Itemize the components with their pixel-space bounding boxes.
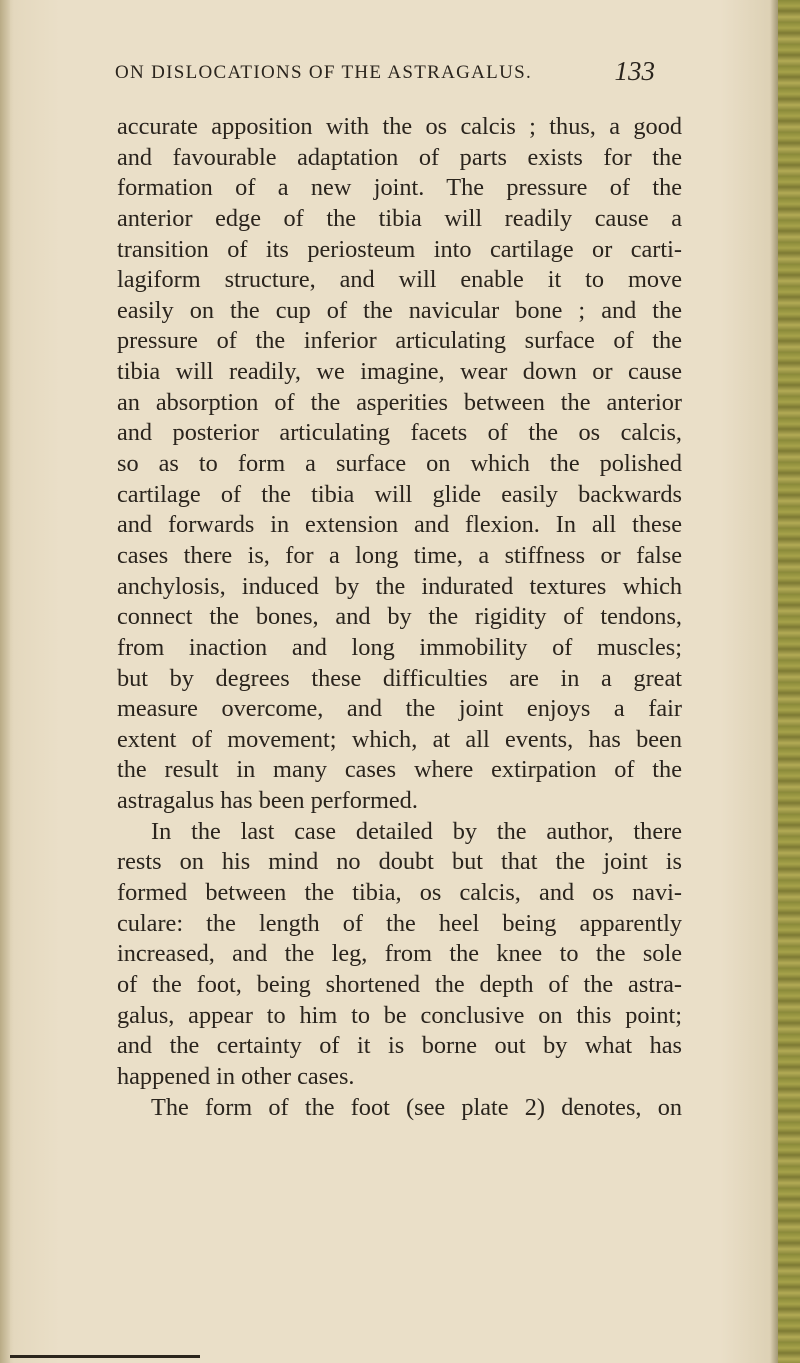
binding-edge-strip: [778, 0, 800, 1363]
text-line: accurate apposition with the os calcis ; thus, a good: [117, 113, 682, 140]
paragraph-end-line: happened in other cases.: [117, 1062, 355, 1090]
text-line: of the foot, being shortened the depth of the astra-: [117, 970, 682, 998]
text-line: but by degrees these difficulties are in a great: [117, 664, 682, 692]
bottom-rule: [10, 1355, 200, 1358]
text-line: galus, appear to him to be conclusive on this point;: [117, 1001, 682, 1029]
page-number: 133: [614, 56, 655, 86]
text-line: formed between the tibia, os calcis, and os navi-: [117, 879, 682, 907]
page-header: [115, 58, 655, 94]
text-line: transition of its periosteum into cartilage or carti-: [117, 235, 682, 263]
text-line: lagiform structure, and will enable it to move: [117, 266, 682, 294]
text-line: cases there is, for a long time, a stiffness or false: [117, 541, 682, 569]
text-line: anchylosis, induced by the indurated textures which: [117, 572, 682, 600]
text-line: extent of movement; which, at all events, has been: [117, 725, 682, 753]
text-line: pressure of the inferior articulating surface of the: [117, 327, 682, 355]
running-head: ON DISLOCATIONS OF THE ASTRAGALUS.: [115, 62, 533, 83]
text-line: from inaction and long immobility of muscles;: [117, 633, 682, 661]
page-gutter-edge: [0, 0, 10, 1363]
text-line: culare: the length of the heel being apparently: [117, 909, 682, 937]
text-line: so as to form a surface on which the polished: [117, 450, 682, 478]
text-line: easily on the cup of the navicular bone ; and the: [117, 296, 682, 324]
text-line: and the certainty of it is borne out by what has: [117, 1032, 682, 1060]
text-line: measure overcome, and the joint enjoys a fair: [117, 695, 682, 723]
text-line: cartilage of the tibia will glide easily backwards: [117, 480, 682, 508]
text-line: rests on his mind no doubt but that the joint is: [117, 848, 682, 876]
paragraph-start-line: The form of the foot (see plate 2) denotes, on: [151, 1093, 682, 1121]
text-line: and favourable adaptation of parts exists for the: [117, 143, 682, 171]
text-line: formation of a new joint. The pressure of the: [117, 174, 682, 202]
text-line: tibia will readily, we imagine, wear down or cause: [117, 358, 682, 386]
text-line: anterior edge of the tibia will readily cause a: [117, 204, 682, 232]
text-line: connect the bones, and by the rigidity of tendons,: [117, 603, 682, 631]
text-line: and forwards in extension and flexion. In all these: [117, 511, 682, 539]
text-line: the result in many cases where extirpation of the: [117, 756, 682, 784]
body-text: [117, 112, 682, 1123]
text-line: an absorption of the asperities between the anterior: [117, 388, 682, 416]
paragraph-start-line: In the last case detailed by the author, there: [151, 817, 682, 845]
text-line: increased, and the leg, from the knee to the sole: [117, 940, 682, 968]
paragraph-end-line: astragalus has been performed.: [117, 787, 418, 815]
text-line: and posterior articulating facets of the os calcis,: [117, 419, 682, 447]
